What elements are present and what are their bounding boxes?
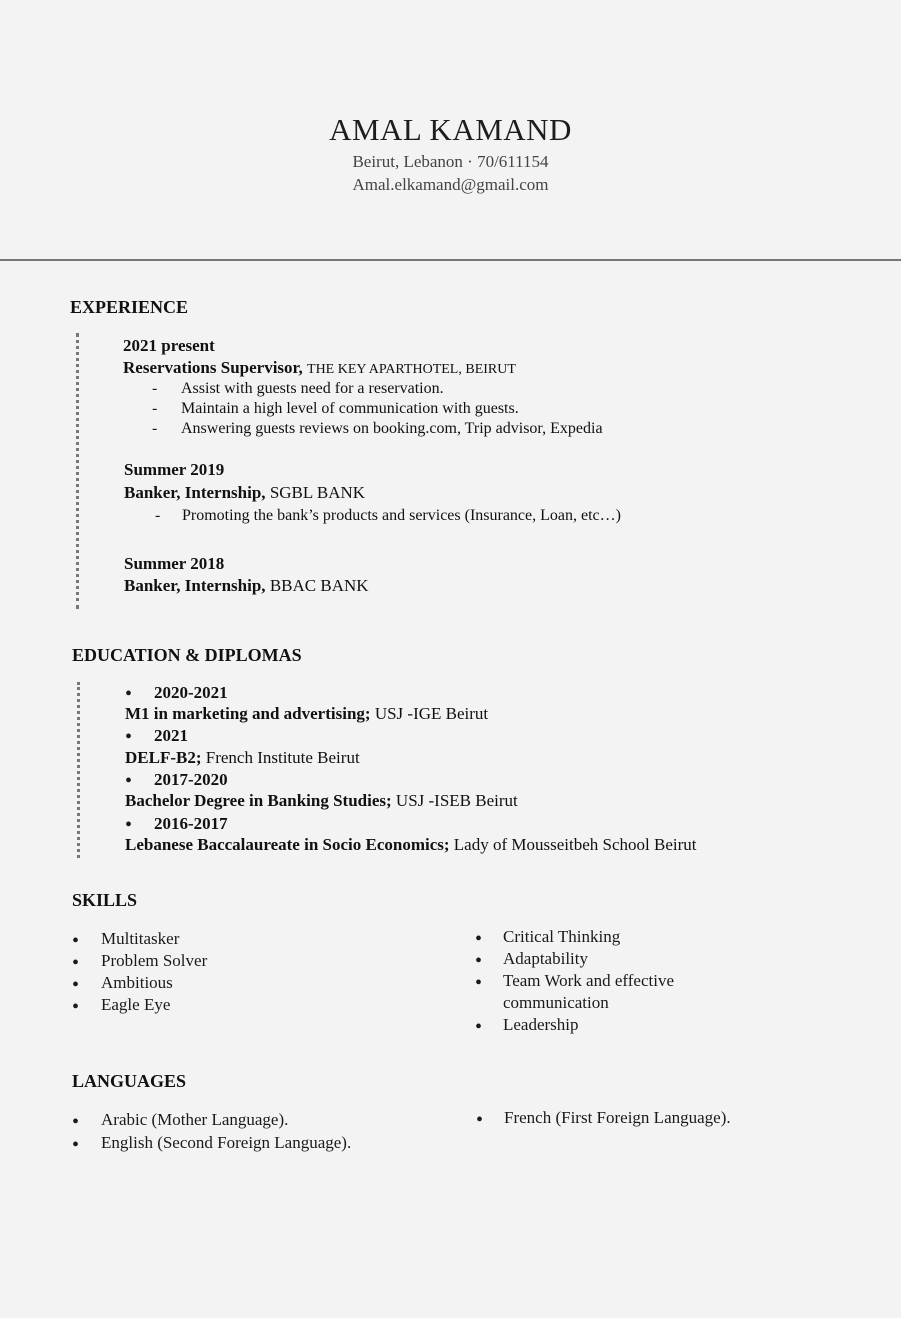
edu-years: 2017-2020 bbox=[154, 770, 228, 789]
skill-item: Problem Solver bbox=[101, 951, 208, 970]
education-dotted-line bbox=[77, 682, 80, 858]
skill-item: Eagle Eye bbox=[101, 995, 171, 1014]
edu-degree: DELF-B2; bbox=[125, 748, 202, 767]
edu-line bbox=[125, 791, 518, 811]
dash-marker: - bbox=[152, 420, 158, 437]
job-title-line bbox=[124, 483, 365, 503]
edu-degree: Lebanese Baccalaureate in Socio Economics; bbox=[125, 835, 450, 854]
education-heading: EDUCATION & DIPLOMAS bbox=[72, 645, 302, 665]
bullet: • bbox=[72, 1134, 80, 1156]
job-employer: SGBL BANK bbox=[269, 483, 366, 502]
job-employer: THE KEY APARTHOTEL, BEIRUT bbox=[307, 362, 516, 377]
language-item: English (Second Foreign Language). bbox=[101, 1133, 352, 1152]
dash-marker: - bbox=[152, 400, 158, 417]
job-duty: Maintain a high level of communication with guests. bbox=[181, 400, 519, 417]
job-title: Banker, Internship, bbox=[124, 576, 266, 595]
language-item: Arabic (Mother Language). bbox=[101, 1110, 289, 1129]
bullet: • bbox=[475, 1016, 483, 1038]
job-title-line bbox=[123, 358, 516, 378]
bullet: • bbox=[125, 726, 133, 748]
skill-item: Team Work and effective bbox=[503, 971, 674, 990]
bullet: • bbox=[475, 928, 483, 950]
resume-name: AMAL KAMAND bbox=[329, 112, 572, 147]
languages-heading: LANGUAGES bbox=[72, 1071, 187, 1091]
job-duty: Assist with guests need for a reservation. bbox=[181, 380, 444, 397]
bullet: • bbox=[72, 952, 80, 974]
bullet: • bbox=[72, 1111, 80, 1133]
edu-school: Lady of Mousseitbeh School Beirut bbox=[453, 835, 697, 854]
language-item: French (First Foreign Language). bbox=[504, 1108, 731, 1127]
bullet: • bbox=[475, 972, 483, 994]
dash-marker: - bbox=[155, 507, 161, 524]
edu-line bbox=[125, 704, 488, 724]
edu-years: 2021 bbox=[154, 726, 188, 745]
job-duty: Promoting the bank’s products and services (Insurance, Loan, etc…) bbox=[182, 507, 621, 524]
bullet: • bbox=[125, 814, 133, 836]
bullet: • bbox=[125, 770, 133, 792]
skills-heading: SKILLS bbox=[72, 890, 138, 910]
edu-school: French Institute Beirut bbox=[205, 748, 360, 767]
location-phone: Beirut, Lebanon · 70/611154 bbox=[352, 152, 549, 171]
edu-degree: Bachelor Degree in Banking Studies; bbox=[125, 791, 392, 810]
edu-line bbox=[125, 748, 360, 768]
skill-item: Ambitious bbox=[101, 973, 173, 992]
edu-years: 2020-2021 bbox=[154, 683, 228, 702]
skill-item-continuation: communication bbox=[503, 993, 609, 1012]
job-title: Banker, Internship, bbox=[124, 483, 266, 502]
edu-degree: M1 in marketing and advertising; bbox=[125, 704, 371, 723]
experience-heading: EXPERIENCE bbox=[70, 297, 189, 317]
job-period: 2021 present bbox=[123, 336, 215, 355]
bullet: • bbox=[125, 683, 133, 705]
job-period: Summer 2019 bbox=[124, 460, 225, 479]
job-title-line bbox=[124, 576, 369, 596]
email: Amal.elkamand@gmail.com bbox=[352, 175, 549, 194]
skill-item: Multitasker bbox=[101, 929, 180, 948]
edu-school: USJ -ISEB Beirut bbox=[395, 791, 518, 810]
bullet: • bbox=[72, 974, 80, 996]
bullet: • bbox=[476, 1109, 484, 1131]
skill-item: Critical Thinking bbox=[503, 927, 621, 946]
job-title: Reservations Supervisor, bbox=[123, 358, 303, 377]
edu-years: 2016-2017 bbox=[154, 814, 228, 833]
bullet: • bbox=[475, 950, 483, 972]
header-divider bbox=[0, 259, 901, 261]
edu-line bbox=[125, 835, 697, 855]
dash-marker: - bbox=[152, 380, 158, 397]
job-duty: Answering guests reviews on booking.com, Trip advisor, Expedia bbox=[181, 420, 603, 437]
skill-item: Adaptability bbox=[503, 949, 588, 968]
edu-school: USJ -IGE Beirut bbox=[374, 704, 489, 723]
bullet: • bbox=[72, 930, 80, 952]
job-employer: BBAC BANK bbox=[269, 576, 369, 595]
job-period: Summer 2018 bbox=[124, 554, 225, 573]
bullet: • bbox=[72, 996, 80, 1018]
skill-item: Leadership bbox=[503, 1015, 579, 1034]
experience-dotted-line bbox=[76, 333, 79, 609]
